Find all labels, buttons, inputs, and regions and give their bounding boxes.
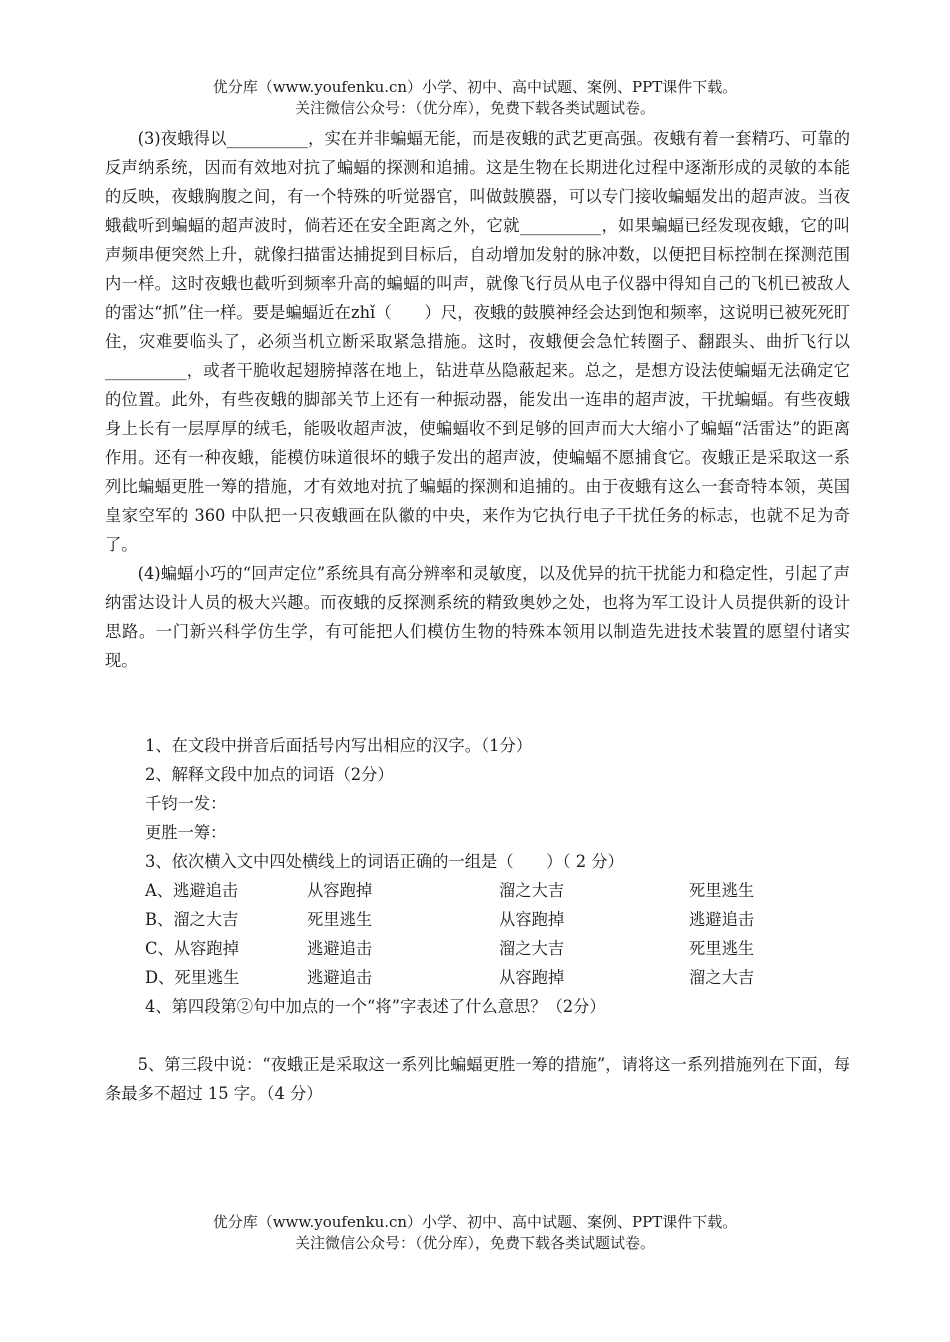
option-cell: 逃避追击	[307, 939, 373, 958]
option-cell: B、溜之大吉	[145, 910, 239, 929]
option-row-a	[105, 876, 850, 905]
option-cell: 从容跑掉	[307, 881, 373, 900]
option-cell: 逃避追击	[689, 910, 755, 929]
header-line-2: 关注微信公众号：（优分库），免费下载各类试题试卷。	[294, 99, 655, 117]
question-1: 1、在文段中拼音后面括号内写出相应的汉字。（1分）	[145, 736, 533, 755]
question-2: 2、解释文段中加点的词语（2分）	[145, 765, 394, 784]
option-row-c	[105, 934, 850, 963]
header-line-1: 优分库（www.youfenku.cn）小学、初中、高中试题、案例、PPT课件下载。	[212, 78, 738, 96]
option-row-b	[105, 905, 850, 934]
passage	[105, 124, 850, 675]
answer-space	[105, 1021, 850, 1050]
option-cell: 死里逃生	[689, 939, 755, 958]
option-cell: 溜之大吉	[689, 968, 755, 987]
option-cell: 溜之大吉	[499, 881, 565, 900]
question-5: 5、第三段中说：“夜蛾正是采取这一系列比蝙蝠更胜一筹的措施”，请将这一系列措施列在下面，每条最多不超过 15 字。（4 分）	[105, 1055, 850, 1103]
page-header	[0, 77, 950, 119]
option-cell: 从容跑掉	[499, 910, 565, 929]
question-list	[105, 731, 850, 1108]
option-cell: 溜之大吉	[499, 939, 565, 958]
question-3: 3、依次横入文中四处横线上的词语正确的一组是（ ）（ 2 分）	[145, 852, 624, 871]
option-cell: A、逃避追击	[145, 881, 239, 900]
option-row-d	[105, 963, 850, 992]
question-2-term-2: 更胜一筹：	[145, 823, 227, 842]
option-cell: C、从容跑掉	[145, 939, 239, 958]
footer-line-1: 优分库（www.youfenku.cn）小学、初中、高中试题、案例、PPT课件下载。	[212, 1213, 738, 1231]
option-cell: 从容跑掉	[499, 968, 565, 987]
paragraph-3: (3)夜蛾得以__________，实在并非蝙蝠无能，而是夜蛾的武艺更高强。夜蛾有着一套精巧、可靠的反声纳系统，因而有效地对抗了蝙蝠的探测和追捕。这是生物在长期进化过程中逐渐形成的灵敏的本能的反映，夜蛾胸腹之间，有一个特殊的听觉器官，叫做鼓膜器，可以专门接收蝙蝠发出的超声波。当夜蛾截听到蝙蝠的超声波时，倘若还在安全距离之外，它就__________，如果蝙蝠已经发现夜蛾，它的叫声频串便突然上升，就像扫描雷达捕捉到目标后，自动增加发射的脉冲数，以便把目标控制在探测范围内一样。这时夜蛾也截听到频率升高的蝙蝠的叫声，就像飞行员从电子仪器中得知自己的飞机已被敌人的雷达“抓”住一样。要是蝙蝠近在zhǐ（ ）尺，夜蛾的鼓膜神经会达到饱和频率，这说明已被死死盯住，灾难要临头了，必须当机立断采取紧急措施。这时，夜蛾便会急忙转圈子、翻跟头、曲折飞行以__________，或者干脆收起翅膀掉落在地上，钻进草丛隐蔽起来。总之，是想方设法使蝙蝠无法确定它的位置。此外，有些夜蛾的脚部关节上还有一种振动器，能发出一连串的超声波，干扰蝙蝠。有些夜蛾身上长有一层厚厚的绒毛，能吸收超声波，使蝙蝠收不到足够的回声而大大缩小了蝙蝠“活雷达”的距离作用。还有一种夜蛾，能模仿味道很坏的蛾子发出的超声波，使蝙蝠不愿捕食它。夜蛾正是采取这一系列比蝙蝠更胜一筹的措施，才有效地对抗了蝙蝠的探测和追捕的。由于夜蛾有这么一套奇特本领，英国皇家空军的 360 中队把一只夜蛾画在队徽的中央，来作为它执行电子干扰任务的标志，也就不足为奇了。	[105, 129, 850, 554]
question-4: 4、第四段第②句中加点的一个“将”字表述了什么意思？（2分）	[145, 997, 606, 1016]
page-footer	[0, 1212, 950, 1254]
option-cell: 死里逃生	[689, 881, 755, 900]
option-cell: D、死里逃生	[145, 968, 240, 987]
footer-line-2: 关注微信公众号：（优分库），免费下载各类试题试卷。	[294, 1234, 655, 1252]
option-cell: 逃避追击	[307, 968, 373, 987]
option-cell: 死里逃生	[307, 910, 373, 929]
paragraph-4: (4)蝙蝠小巧的“回声定位”系统具有高分辨率和灵敏度，以及优异的抗干扰能力和稳定性，引起了声纳雷达设计人员的极大兴趣。而夜蛾的反探测系统的精致奥妙之处，也将为军工设计人员提供新的设计思路。一门新兴科学仿生学，有可能把人们模仿生物的特殊本领用以制造先进技术装置的愿望付诸实现。	[105, 564, 850, 670]
question-2-term-1: 千钧一发：	[145, 794, 227, 813]
